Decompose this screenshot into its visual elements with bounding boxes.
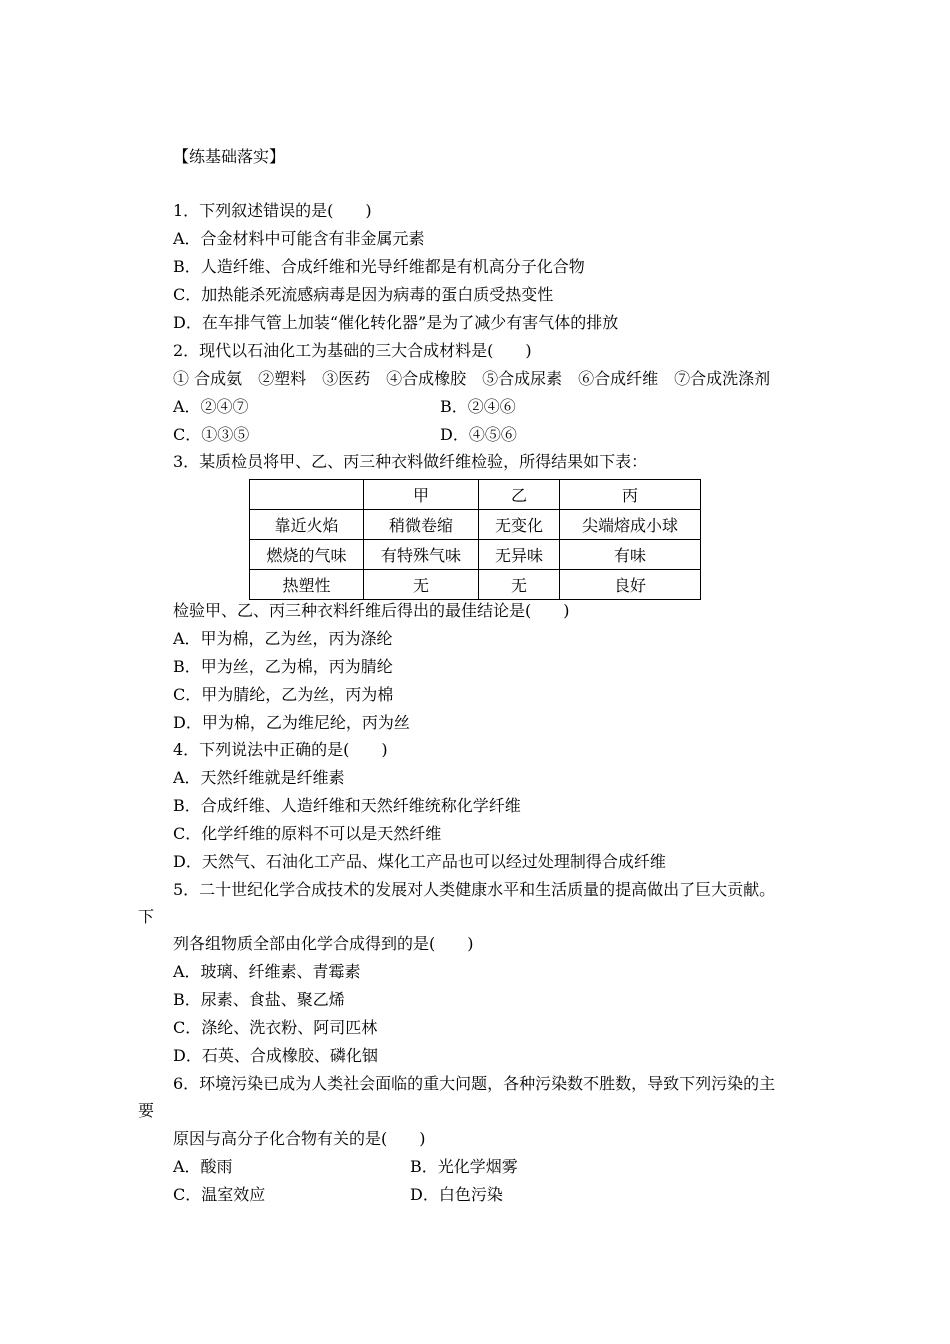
question-2-option-d: D．④⑤⑥: [440, 425, 517, 444]
question-5-stem: 5．二十世纪化学合成技术的发展对人类健康水平和生活质量的提高做出了巨大贡献。: [173, 880, 776, 899]
question-6-option-c: C．温室效应: [173, 1185, 266, 1204]
table-cell: 良好: [560, 570, 701, 600]
question-1-stem: 1．下列叙述错误的是( ): [173, 201, 372, 220]
table-cell: 有味: [560, 540, 701, 570]
question-4-stem: 4．下列说法中正确的是( ): [173, 740, 388, 759]
table-cell: 无: [479, 570, 560, 600]
table-cell: [250, 480, 364, 510]
question-6-stem-continued: 原因与高分子化合物有关的是( ): [173, 1129, 426, 1148]
question-5-stem-continued: 列各组物质全部由化学合成得到的是( ): [173, 934, 474, 953]
question-5-option-c: C．涤纶、洗衣粉、阿司匹林: [173, 1018, 378, 1037]
table-cell: 乙: [479, 480, 560, 510]
question-1-option-c: C．加热能杀死流感病毒是因为病毒的蛋白质受热变性: [173, 285, 554, 304]
table-cell: 有特殊气味: [364, 540, 479, 570]
question-5-option-d: D．石英、合成橡胶、磷化铟: [173, 1046, 378, 1065]
table-cell: 无变化: [479, 510, 560, 540]
question-5-wrap: 下: [138, 907, 155, 926]
table-cell: 尖端熔成小球: [560, 510, 701, 540]
question-1-option-b: B．人造纤维、合成纤维和光导纤维都是有机高分子化合物: [173, 257, 585, 276]
table-row: [250, 510, 701, 540]
question-3-stem: 3．某质检员将甲、乙、丙三种衣料做纤维检验，所得结果如下表：: [173, 452, 648, 471]
section-title: 【练基础落实】: [173, 147, 286, 166]
table-cell: 无异味: [479, 540, 560, 570]
question-3-option-b: B．甲为丝，乙为棉，丙为腈纶: [173, 657, 393, 676]
question-2-option-b: B．②④⑥: [440, 397, 516, 416]
question-5-option-a: A．玻璃、纤维素、青霉素: [173, 962, 361, 981]
question-4-option-b: B．合成纤维、人造纤维和天然纤维统称化学纤维: [173, 796, 521, 815]
question-6-option-d: D．白色污染: [410, 1185, 503, 1204]
table-cell: 丙: [560, 480, 701, 510]
question-4-option-c: C．化学纤维的原料不可以是天然纤维: [173, 824, 442, 843]
question-3-option-a: A．甲为棉，乙为丝，丙为涤纶: [173, 629, 393, 648]
table-cell: 靠近火焰: [250, 510, 364, 540]
question-1-option-a: A．合金材料中可能含有非金属元素: [173, 229, 425, 248]
question-1-option-d: D．在车排气管上加装“催化转化器”是为了减少有害气体的排放: [173, 313, 619, 332]
fiber-test-table: [249, 479, 701, 600]
question-6-option-a: A．酸雨: [173, 1157, 233, 1176]
question-2-items: ① 合成氨 ②塑料 ③医药 ④合成橡胶 ⑤合成尿素 ⑥合成纤维 ⑦合成洗涤剂: [173, 369, 771, 388]
table-row: [250, 540, 701, 570]
question-2-option-a: A．②④⑦: [173, 397, 249, 416]
question-2-stem: 2．现代以石油化工为基础的三大合成材料是( ): [173, 341, 532, 360]
question-4-option-d: D．天然气、石油化工产品、煤化工产品也可以经过处理制得合成纤维: [173, 852, 666, 871]
table-cell: 燃烧的气味: [250, 540, 364, 570]
question-4-option-a: A．天然纤维就是纤维素: [173, 768, 345, 787]
table-header-row: [250, 480, 701, 510]
question-2-option-c: C．①③⑤: [173, 425, 250, 444]
table-row: [250, 570, 701, 600]
question-3-option-c: C．甲为腈纶，乙为丝，丙为棉: [173, 685, 394, 704]
question-3-option-d: D．甲为棉，乙为维尼纶，丙为丝: [173, 713, 410, 732]
table-cell: 热塑性: [250, 570, 364, 600]
question-5-option-b: B．尿素、食盐、聚乙烯: [173, 990, 345, 1009]
question-6-stem: 6．环境污染已成为人类社会面临的重大问题，各种污染数不胜数，导致下列污染的主: [173, 1074, 776, 1093]
table-cell: 甲: [364, 480, 479, 510]
table-cell: 无: [364, 570, 479, 600]
question-6-wrap: 要: [138, 1101, 155, 1120]
table-cell: 稍微卷缩: [364, 510, 479, 540]
question-3-question: 检验甲、乙、丙三种衣料纤维后得出的最佳结论是( ): [173, 601, 570, 620]
question-6-option-b: B．光化学烟雾: [410, 1157, 518, 1176]
